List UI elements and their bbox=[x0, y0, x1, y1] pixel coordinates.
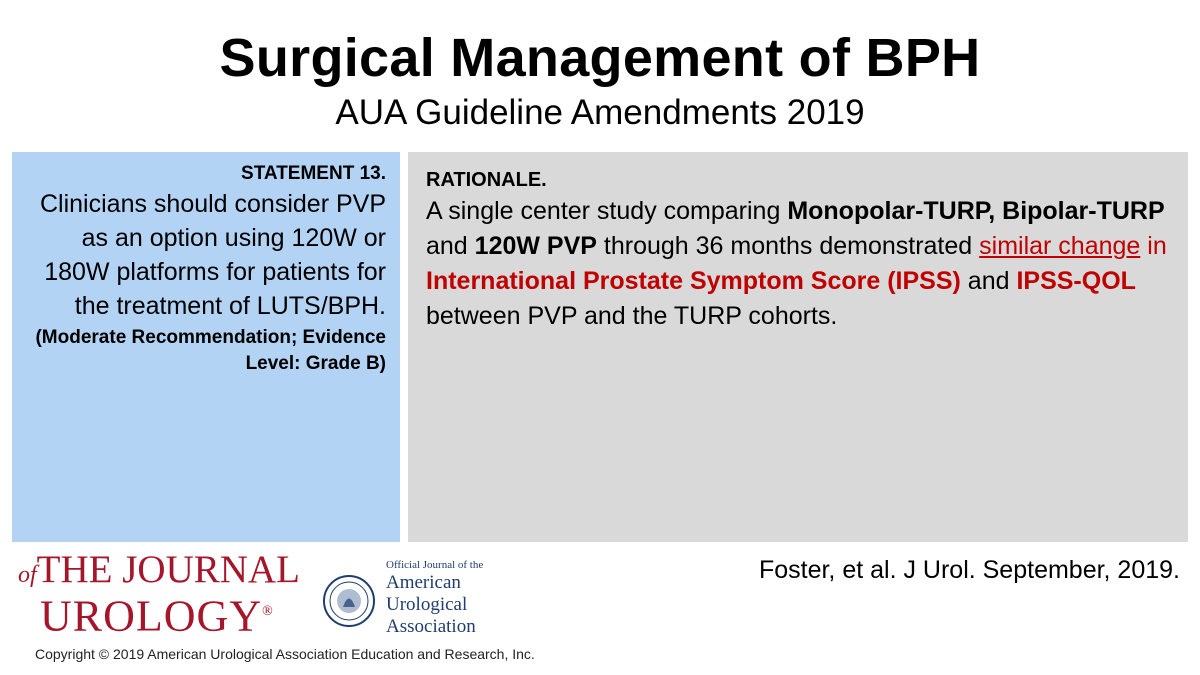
rationale-similar-change: similar change bbox=[979, 232, 1141, 260]
rationale-term-ipss: International Prostate Symptom Score (IPSS) bbox=[426, 267, 961, 295]
rationale-panel bbox=[408, 152, 1188, 542]
rationale-term-ipss-qol: IPSS-QOL bbox=[1016, 267, 1136, 295]
rationale-term-bipolar: Bipolar-TURP bbox=[1002, 197, 1165, 225]
statement-body: Clinicians should consider PVP as an option using 120W or 180W platforms for patients for the treatment of LUTS/BPH. bbox=[39, 190, 386, 320]
rationale-text: between PVP and the TURP cohorts. bbox=[426, 302, 838, 330]
rationale-text: through 36 months demonstrated bbox=[596, 232, 980, 260]
slide-title: Surgical Management of BPH bbox=[219, 28, 981, 88]
aua-name-line3: Association bbox=[386, 616, 476, 637]
statement-recommendation-note: (Moderate Recommendation; Evidence Level: Grade B) bbox=[35, 327, 386, 374]
rationale-text: in bbox=[1140, 232, 1167, 260]
aua-official-label: Official Journal of the bbox=[386, 559, 484, 571]
aua-logo bbox=[386, 558, 483, 638]
aua-name-line1: American bbox=[386, 572, 461, 593]
journal-logo-of: of bbox=[18, 562, 37, 588]
journal-logo-line1: THE JOURNAL bbox=[36, 548, 300, 591]
rationale-text: and bbox=[960, 267, 1017, 295]
aua-seal-icon bbox=[322, 574, 376, 628]
rationale-text: A single center study comparing bbox=[426, 197, 788, 225]
registered-mark: ® bbox=[262, 604, 274, 619]
aua-name-line2: Urological bbox=[386, 594, 468, 615]
slide-subtitle: AUA Guideline Amendments 2019 bbox=[335, 93, 865, 132]
rationale-term-120w-pvp: 120W PVP bbox=[474, 232, 597, 260]
journal-logo-line2: UROLOGY bbox=[40, 591, 263, 641]
statement-heading: STATEMENT 13. bbox=[241, 163, 386, 184]
rationale-text: and bbox=[426, 232, 475, 260]
rationale-heading: RATIONALE. bbox=[426, 169, 547, 191]
journal-of-urology-logo bbox=[18, 548, 308, 641]
statement-panel bbox=[12, 152, 400, 542]
rationale-body bbox=[426, 194, 1172, 334]
rationale-term-monopolar: Monopolar-TURP, bbox=[787, 197, 996, 225]
citation: Foster, et al. J Urol. September, 2019. bbox=[758, 556, 1180, 584]
copyright-notice: Copyright © 2019 American Urological Association Education and Research, Inc. bbox=[35, 646, 535, 662]
